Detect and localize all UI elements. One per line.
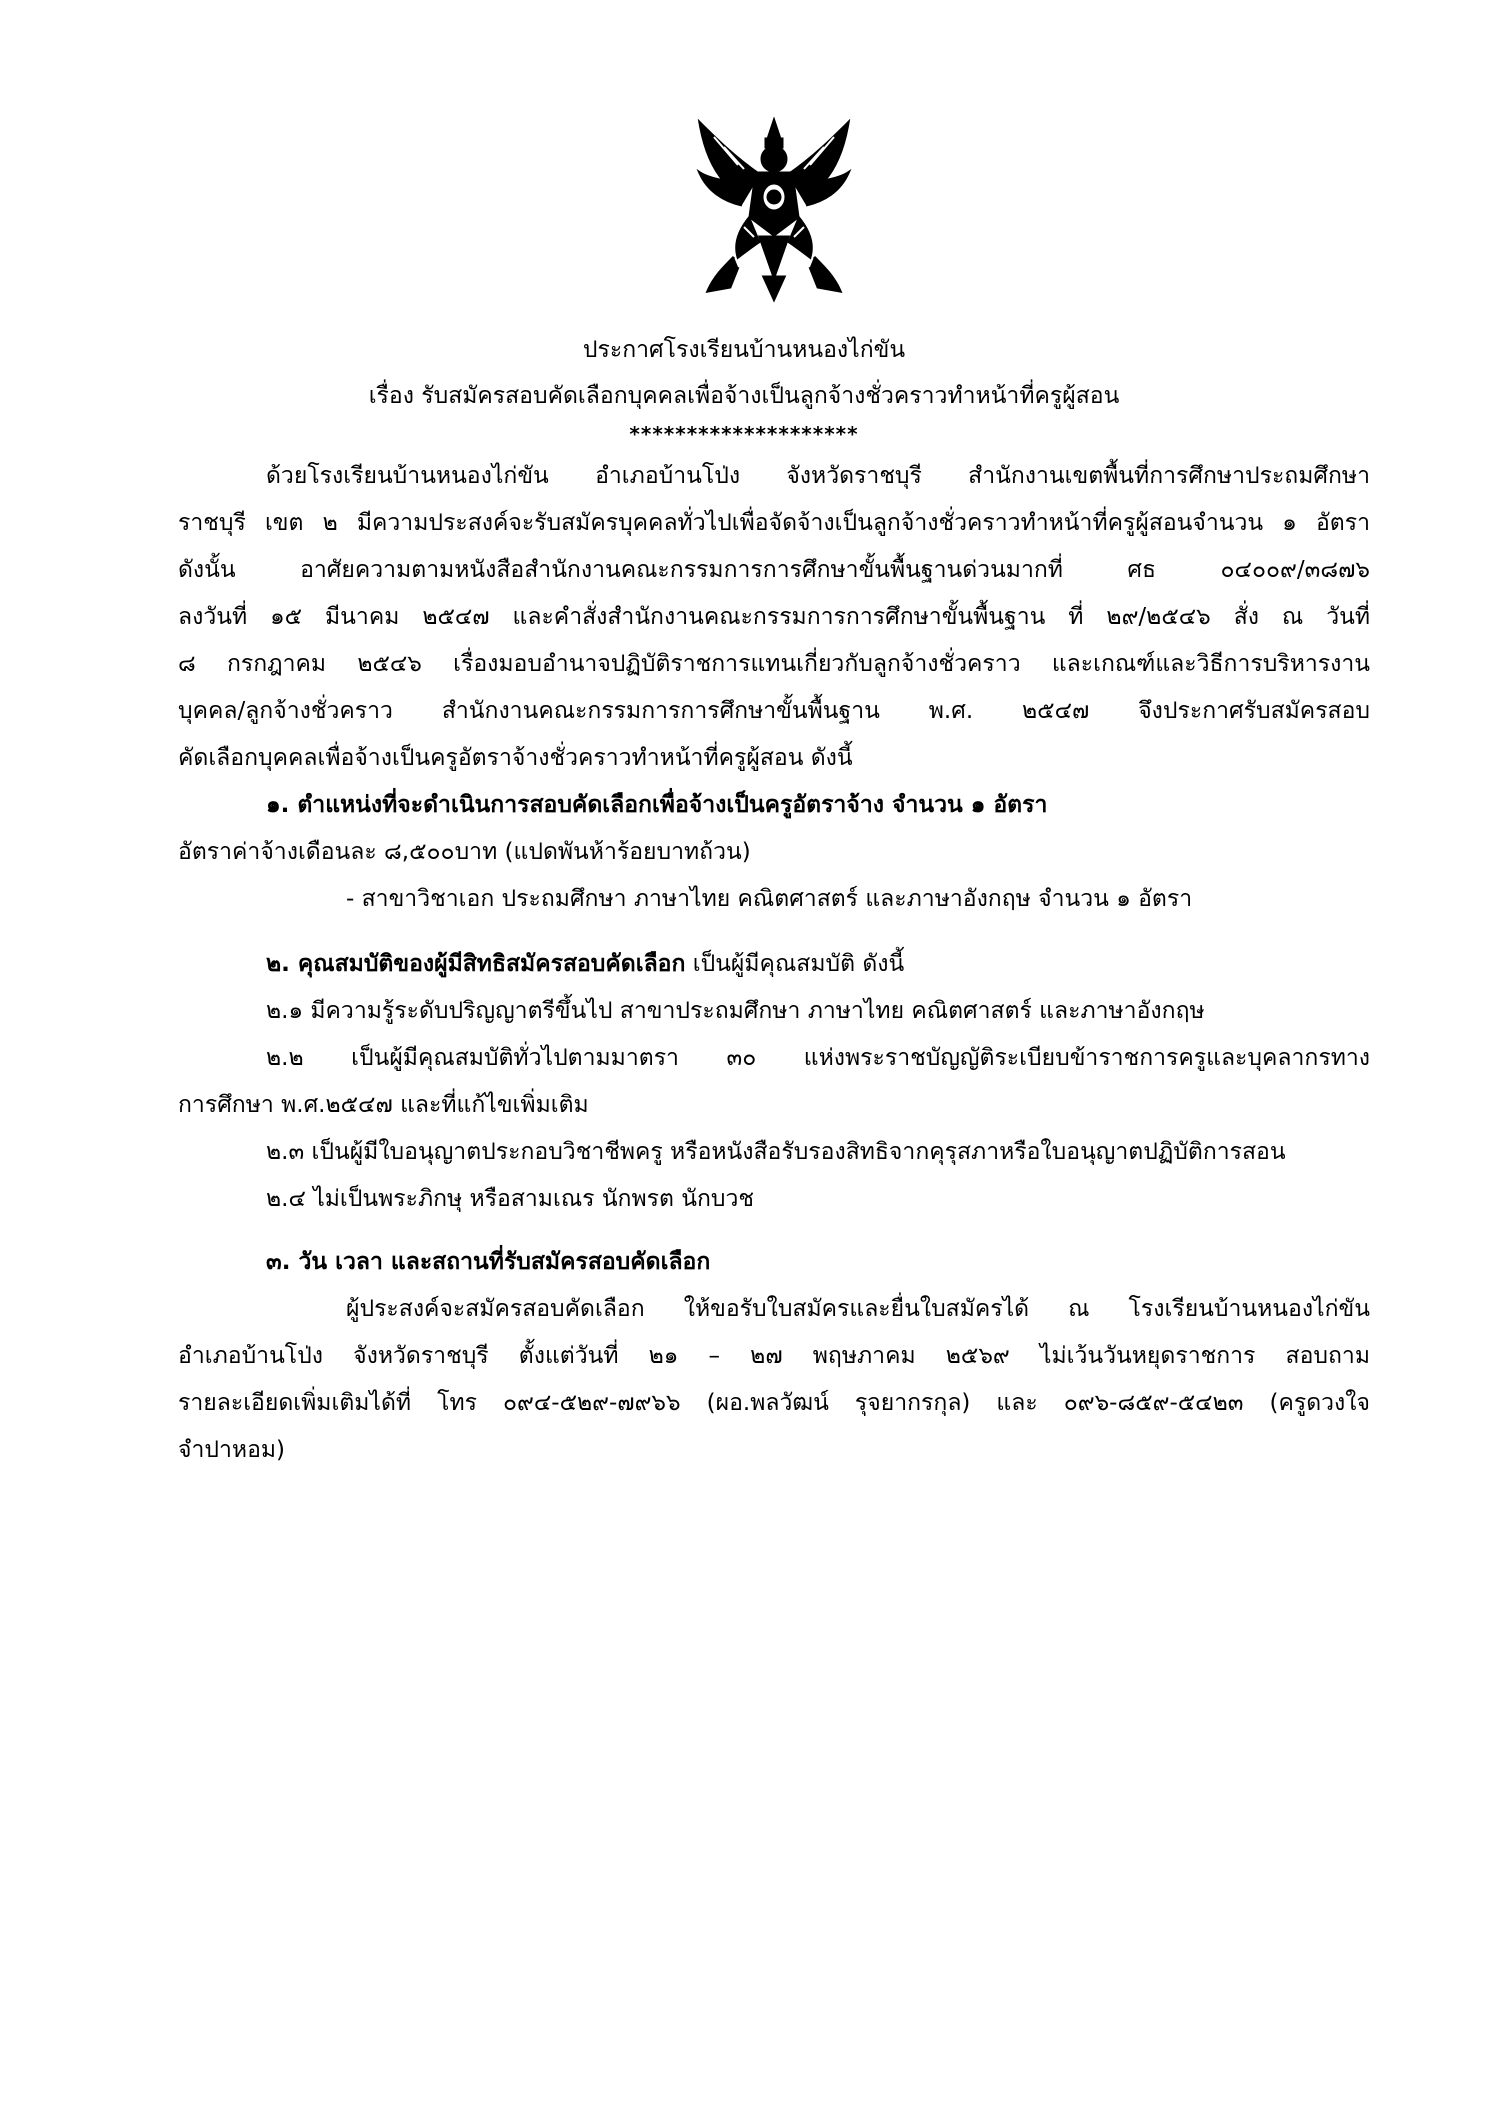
section-3-line: ผู้ประสงค์จะสมัครสอบคัดเลือก ให้ขอรับใบสมัครและยื่นใบสมัครได้ ณ โรงเรียนบ้านหนองไก่ขัน — [346, 1296, 1370, 1322]
qualification-item: ๒.๔ ไม่เป็นพระภิกษุ หรือสามเณร นักพรต นักบวช — [266, 1186, 755, 1212]
qualification-item: ๒.๓ เป็นผู้มีใบอนุญาตประกอบวิชาชีพครู หรือหนังสือรับรองสิทธิจากคุรุสภาหรือใบอนุญาตปฏิบัติการสอน — [266, 1139, 1286, 1165]
qualification-item: ๒.๑ มีความรู้ระดับปริญญาตรีขึ้นไป สาขาประถมศึกษา ภาษาไทย คณิตศาสตร์ และภาษาอังกฤษ — [266, 998, 1205, 1024]
intro-line: คัดเลือกบุคคลเพื่อจ้างเป็นครูอัตราจ้างชั่วคราวทำหน้าที่ครูผู้สอน ดังนี้ — [178, 745, 853, 771]
section-1-heading: ๑. ตำแหน่งที่จะดำเนินการสอบคัดเลือกเพื่อจ้างเป็นครูอัตราจ้าง จำนวน ๑ อัตรา — [266, 792, 1048, 818]
qualification-item-continued: การศึกษา พ.ศ.๒๕๔๗ และที่แก้ไขเพิ่มเติม — [178, 1092, 589, 1118]
intro-line: บุคคล/ลูกจ้างชั่วคราว สำนักงานคณะกรรมการการศึกษาขั้นพื้นฐาน พ.ศ. ๒๕๔๗ จึงประกาศรับสมัครสอบ — [178, 698, 1370, 724]
announcement-subject: เรื่อง รับสมัครสอบคัดเลือกบุคคลเพื่อจ้างเป็นลูกจ้างชั่วคราวทำหน้าที่ครูผู้สอน — [368, 383, 1120, 409]
intro-line: ๘ กรกฎาคม ๒๕๔๖ เรื่องมอบอำนาจปฏิบัติราชการแทนเกี่ยวกับลูกจ้างชั่วคราว และเกณฑ์และวิธีการบริหารงาน — [178, 651, 1370, 677]
title-separator: ******************** — [629, 422, 859, 446]
section-3-line: อำเภอบ้านโป่ง จังหวัดราชบุรี ตั้งแต่วันที่ ๒๑ – ๒๗ พฤษภาคม ๒๕๖๙ ไม่เว้นวันหยุดราชการ สอบถาม — [178, 1343, 1370, 1369]
section-3-line: จำปาหอม) — [178, 1437, 286, 1463]
announcement-title: ประกาศโรงเรียนบ้านหนองไก่ขัน — [582, 337, 906, 363]
intro-line: ลงวันที่ ๑๕ มีนาคม ๒๕๔๗ และคำสั่งสำนักงานคณะกรรมการการศึกษาขั้นพื้นฐาน ที่ ๒๙/๒๕๔๖ สั่ง ณ วันที่ — [178, 604, 1370, 630]
intro-line: ราชบุรี เขต ๒ มีความประสงค์จะรับสมัครบุคคลทั่วไปเพื่อจัดจ้างเป็นลูกจ้างชั่วคราวทำหน้าที่ครูผู้สอนจำนวน ๑ อัตรา — [178, 510, 1370, 536]
section-2-heading-bold: ๒. คุณสมบัติของผู้มีสิทธิสมัครสอบคัดเลือก — [266, 951, 686, 977]
garuda-emblem-icon — [694, 117, 854, 303]
section-3-heading: ๓. วัน เวลา และสถานที่รับสมัครสอบคัดเลือก — [266, 1249, 711, 1275]
qualification-item: ๒.๒ เป็นผู้มีคุณสมบัติทั่วไปตามมาตรา ๓๐ แห่งพระราชบัญญัติระเบียบข้าราชการครูและบุคลากรทาง — [266, 1045, 1370, 1071]
section-3-line: รายละเอียดเพิ่มเติมได้ที่ โทร ๐๙๔-๕๒๙-๗๙๖๖ (ผอ.พลวัฒน์ รุจยากรกุล) และ ๐๙๖-๘๕๙-๕๔๒๓ (ครูดวงใจ — [178, 1390, 1370, 1416]
section-2-heading-rest: เป็นผู้มีคุณสมบัติ ดังนี้ — [685, 951, 905, 977]
section-1-wage: อัตราค่าจ้างเดือนละ ๘,๕๐๐บาท (แปดพันห้าร้อยบาทถ้วน) — [178, 839, 751, 865]
intro-line: ด้วยโรงเรียนบ้านหนองไก่ขัน อำเภอบ้านโป่ง จังหวัดราชบุรี สำนักงานเขตพื้นที่การศึกษาประถมศึกษา — [266, 463, 1370, 489]
section-2-heading — [266, 948, 904, 980]
section-1-major: - สาขาวิชาเอก ประถมศึกษา ภาษาไทย คณิตศาสตร์ และภาษาอังกฤษ จำนวน ๑ อัตรา — [346, 886, 1193, 912]
intro-line: ดังนั้น อาศัยความตามหนังสือสำนักงานคณะกรรมการการศึกษาขั้นพื้นฐานด่วนมากที่ ศธ ๐๔๐๐๙/๓๘๗๖ — [178, 557, 1370, 583]
